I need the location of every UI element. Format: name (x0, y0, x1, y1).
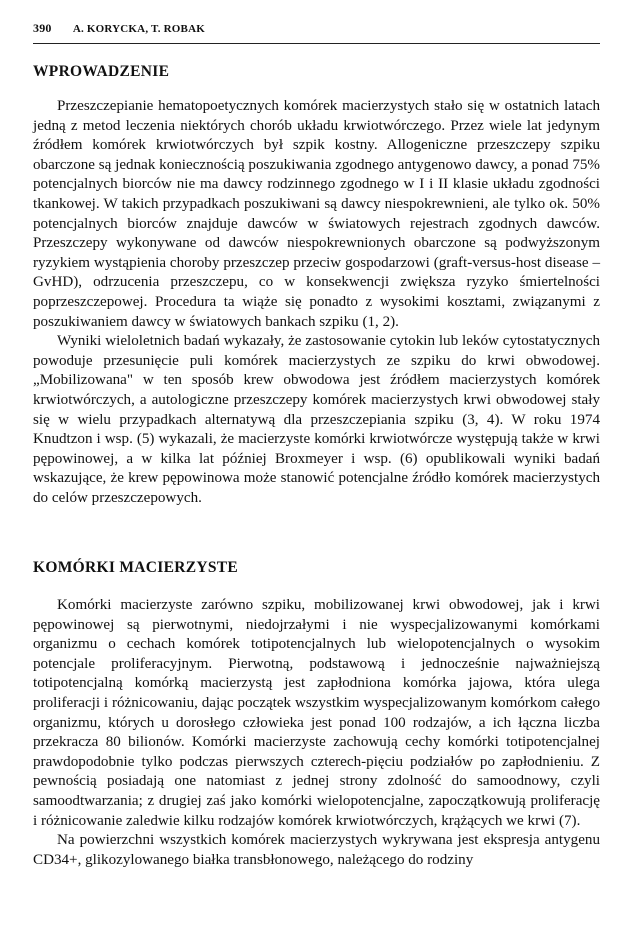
section-heading-stem-cells: KOMÓRKI MACIERZYSTE (33, 559, 239, 576)
running-head-authors: A. KORYCKA, T. ROBAK (72, 23, 205, 35)
stem-cells-body (33, 596, 600, 870)
running-head (33, 21, 600, 44)
page-number: 390 (33, 21, 52, 35)
paragraph: Komórki macierzyste zarówno szpiku, mobilizowanej krwi obwodowej, jak i krwi pępowinowej są pierwotnymi, niedojrzałymi i nie wyspecjalizowanymi komórkami organizmu o cechach komórek totipotencjalnych lub wielopotencjalnych o wysokim potencjale proliferacyjnym. Pierwotną, podstawową i jednocześnie najważniejszą totipotencjalną komórką macierzystą jest zapłodniona komórka jajowa, która ulega proliferacji i różnicowaniu, dając początek wszystkim wyspecjalizowanym komórkom całego organizmu, których u dorosłego człowieka jest ponad 100 rodzajów, a ich łączna liczba przekracza 80 bilionów. Komórki macierzyste zachowują cechy komórki totipotencjalnej prawdopodobnie tylko podczas pierwszych czterech-pięciu podziałów po zapłodnieniu. Z pewnością posiadają one natomiast z jednej strony zdolność do samoodnowy, czyli samoodtwarzania; z drugiej zaś jako komórki wielopotencjalne, zapoczątkowują proliferację i różnicowanie zaledwie kilku rodzajów komórek krwiotwórczych, krążących we krwi (7). (33, 597, 600, 829)
paragraph: Na powierzchni wszystkich komórek macierzystych wykrywana jest ekspresja antygenu CD34+, glikozylowanego białka transbłonowego, należącego do rodziny (33, 832, 600, 868)
introduction-body (33, 97, 600, 508)
paragraph: Przeszczepianie hematopoetycznych komórek macierzystych stało się w ostatnich latach jedną z metod leczenia niektórych chorób układu krwiotwórczego. Przez wiele lat jedynym źródłem komórek krwiotwórczych był szpik kostny. Allogeniczne przeszczepy szpiku obarczone są jednak koniecznością poszukiwania zgodnego antygenowo dawcy, a ponad 75% potencjalnych biorców nie ma dawcy rodzinnego zgodnego w I i II klasie układu zgodności tkankowej. W takich przypadkach poszukiwani są dawcy niespokrewnieni, ale tylko ok. 50% potencjalnych biorców znajduje dawców w światowych rejestrach zgodnych dawców. Przeszczepy wykonywane od dawców niespokrewnionych obarczone są podwyższonym ryzykiem wystąpienia choroby przeszczep przeciw gospodarzowi (graft-versus-host disease – GvHD), odrzucenia przeszczepu, co w konsekwencji zwiększa ryzyko śmiertelności poprzeszczepowej. Procedura ta wiąże się ponadto z wysokimi kosztami, związanymi z poszukiwaniem dawcy w światowych bankach szpiku (1, 2). (33, 98, 600, 330)
section-heading-introduction: WPROWADZENIE (33, 63, 170, 80)
paragraph: Wyniki wieloletnich badań wykazały, że zastosowanie cytokin lub leków cytostatycznych powoduje przesunięcie puli komórek macierzystych ze szpiku do krwi obwodowej. „Mobilizowana" w ten sposób krew obwodowa jest źródłem macierzystych komórek krwiotwórczych, a autologiczne przeszczepy komórek macierzystych krwi obwodowej stały się w wielu przypadkach alternatywą dla przeszczepiania szpiku (3, 4). W roku 1974 Knudtzon i wsp. (5) wykazali, że macierzyste komórki krwiotwórcze występują także w krwi pępowinowej, a w kilka lat później Broxmeyer i wsp. (6) opublikowali wyniki badań wskazujące, że krew pępowinowa może stanowić potencjalne źródło komórek macierzystych do celów przeszczepowych. (33, 333, 600, 506)
